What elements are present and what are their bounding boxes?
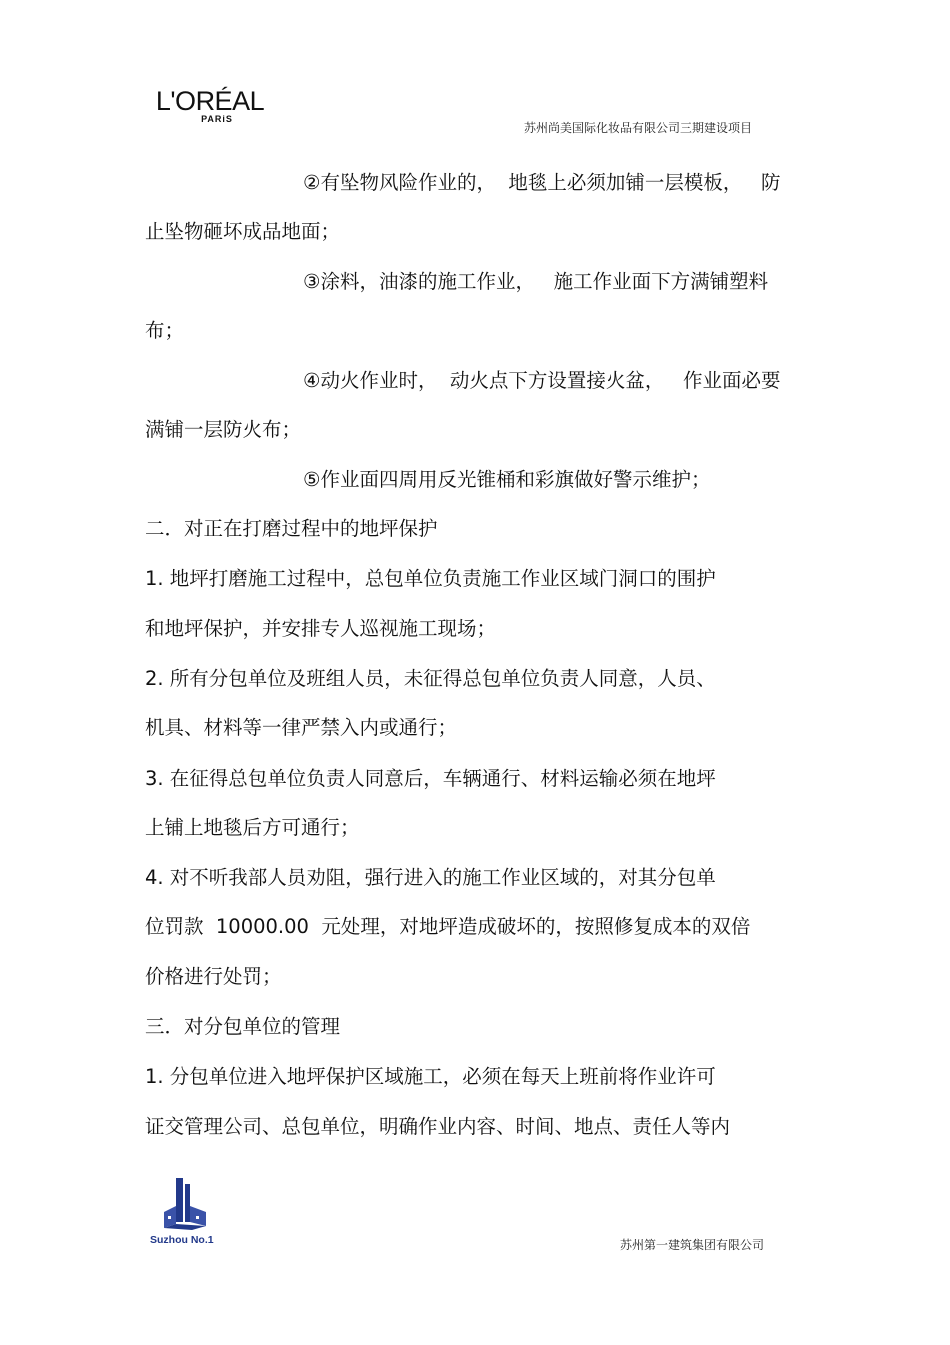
body-line: 3. 在征得总包单位负责人同意后，车辆通行、材料运输必须在地坪 [145, 767, 716, 790]
body-line: 2. 所有分包单位及班组人员，未征得总包单位负责人同意，人员、 [145, 667, 716, 690]
body-line: 和地坪保护，并安排专人巡视施工现场； [145, 617, 497, 640]
body-line: 满铺一层防火布； [145, 418, 302, 441]
body-line: 布； [145, 319, 185, 342]
logo-sub-text: PARiS [201, 114, 233, 124]
body-line: 止坠物砸坏成品地面； [145, 220, 341, 243]
body-line: 位罚款 10000.00 元处理，对地坪造成破坏的，按照修复成本的双倍 [145, 915, 751, 938]
body-line: 机具、材料等一律严禁入内或通行； [145, 716, 458, 739]
body-line: 上铺上地毯后方可通行； [145, 816, 360, 839]
logo-caption: Suzhou No.1 [150, 1234, 214, 1246]
body-line: 1. 分包单位进入地坪保护区域施工，必须在每天上班前将作业许可 [145, 1065, 716, 1088]
body-line: ②有坠物风险作业的， 地毯上必须加铺一层模板， 防 [303, 171, 781, 194]
body-line: 4. 对不听我部人员劝阻，强行进入的施工作业区域的，对其分包单 [145, 866, 716, 889]
building-icon [146, 1176, 216, 1232]
logo-brand-text: L'ORÉAL [155, 86, 265, 116]
body-line: 1. 地坪打磨施工过程中，总包单位负责施工作业区域门洞口的围护 [145, 567, 716, 590]
section-heading: 三．对分包单位的管理 [145, 1015, 341, 1038]
body-line: ③涂料，油漆的施工作业， 施工作业面下方满铺塑料 [303, 270, 769, 293]
body-line: 证交管理公司、总包单位，明确作业内容、时间、地点、责任人等内 [145, 1115, 731, 1138]
section-heading: 二．对正在打磨过程中的地坪保护 [145, 517, 438, 540]
suzhou-no1-logo [146, 1176, 236, 1246]
footer-company-name: 苏州第一建筑集团有限公司 [620, 1238, 765, 1252]
body-line: 价格进行处罚； [145, 965, 282, 988]
loreal-logo [146, 88, 274, 124]
body-line: ⑤作业面四周用反光锥桶和彩旗做好警示维护； [303, 468, 711, 491]
body-line: ④动火作业时， 动火点下方设置接火盆， 作业面必要 [303, 369, 781, 392]
header-project-title: 苏州尚美国际化妆品有限公司三期建设项目 [524, 121, 753, 135]
